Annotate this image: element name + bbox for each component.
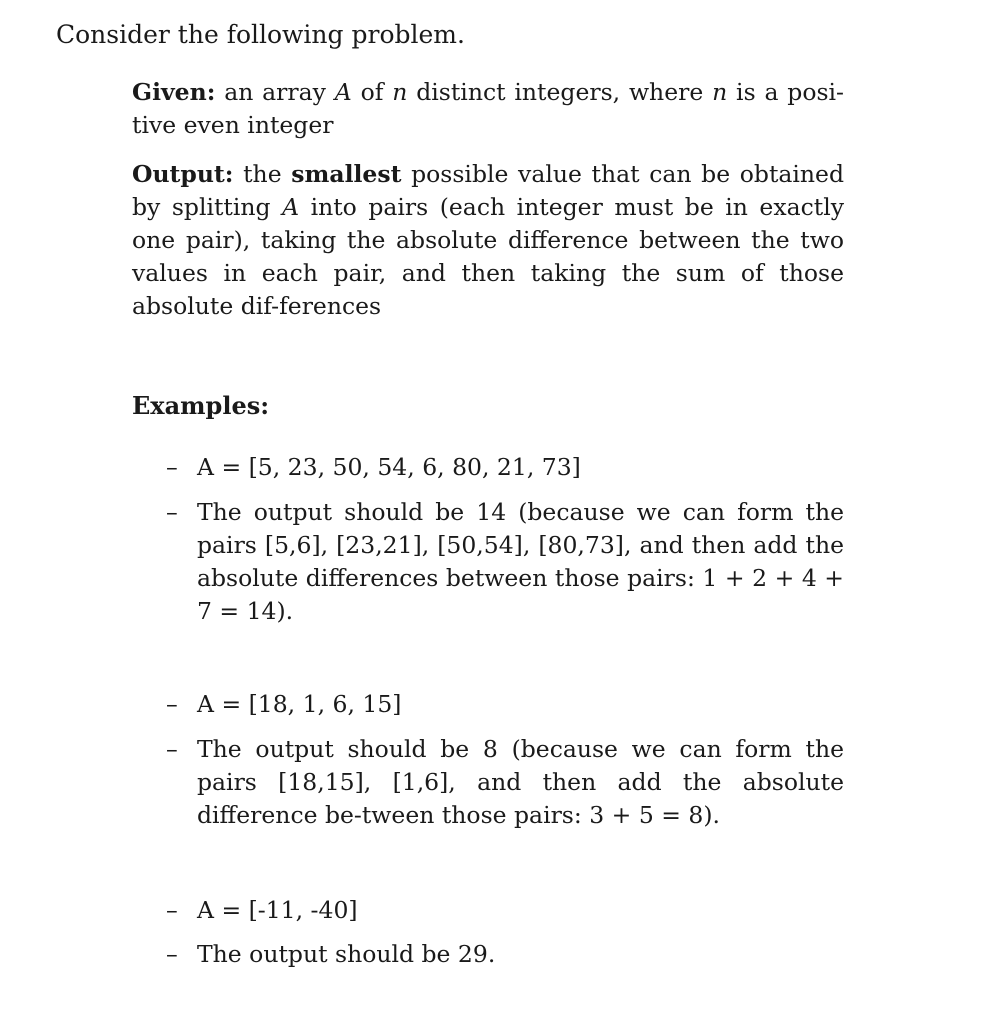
given-text-3: distinct integers, where (407, 78, 713, 106)
given-var-a: A (334, 78, 352, 106)
example-1-output (166, 496, 844, 628)
list-item-text: The output should be 29. (197, 940, 496, 968)
list-dash: – (166, 940, 178, 968)
examples-heading: Examples: (132, 391, 270, 420)
example-2-input (166, 688, 844, 721)
output-paragraph (132, 158, 844, 323)
example-2-output (166, 733, 844, 832)
intro-text: Consider the following problem. (56, 20, 465, 49)
list-item-text: A = [18, 1, 6, 15] (197, 690, 402, 718)
given-text-4: is a posi-tive even integer (132, 78, 844, 139)
list-dash: – (166, 896, 178, 924)
output-var-a: A (282, 193, 300, 221)
list-item-text: The output should be 14 (because we can form the pairs [5,6], [23,21], [50,54], [80,73], and then add the absolute differences between those pairs: 1 + 2 + 4 + 7 = 14). (197, 498, 844, 625)
list-dash: – (166, 453, 178, 481)
given-var-n-first: n (392, 78, 408, 106)
list-item-text: A = [-11, -40] (197, 896, 358, 924)
output-label: Output: (132, 160, 234, 188)
list-dash: – (166, 690, 178, 718)
example-3-input (166, 894, 844, 927)
output-text-1: the (233, 160, 292, 188)
list-item-text: The output should be 8 (because we can form the pairs [18,15], [1,6], and then add the absolute difference be-tween those pairs: 3 + 5 = 8). (197, 735, 844, 829)
output-text-2: possible value that can be obtained by splitting (132, 160, 844, 221)
list-item-text: A = [5, 23, 50, 54, 6, 80, 21, 73] (197, 453, 581, 481)
given-var-n-second: n (712, 78, 728, 106)
example-3-output (166, 938, 844, 971)
list-dash: – (166, 498, 178, 526)
output-emphasis: smallest (291, 160, 402, 188)
given-paragraph (132, 76, 844, 142)
given-label: Given: (132, 78, 216, 106)
given-text-2: of (351, 78, 393, 106)
example-1-input (166, 451, 844, 484)
output-text-3: into pairs (each integer must be in exactly one pair), taking the absolute difference between the two values in each pair, and then taking the sum of those absolute dif-ferences (132, 193, 844, 320)
list-dash: – (166, 735, 178, 763)
given-text-1: an array (215, 78, 335, 106)
